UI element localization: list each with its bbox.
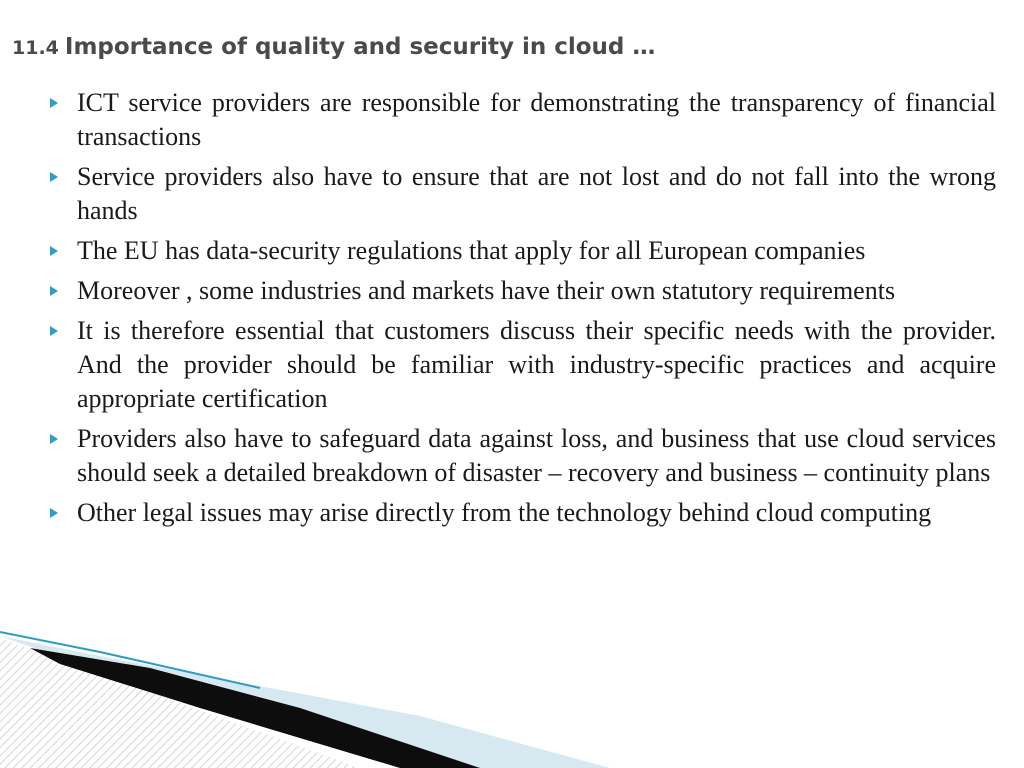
bullet-text: ICT service providers are responsible for demonstrating the transparency of financial transactions xyxy=(77,88,996,151)
bullet-item xyxy=(46,86,996,154)
bullet-text: Other legal issues may arise directly from the technology behind cloud computing xyxy=(77,498,932,527)
bullet-item xyxy=(46,274,996,308)
bullet-item xyxy=(46,496,996,530)
bullet-text: The EU has data-security regulations that apply for all European companies xyxy=(77,236,866,265)
bullet-item xyxy=(46,422,996,490)
bullet-item xyxy=(46,234,996,268)
triangle-bullet-icon xyxy=(50,98,58,108)
bullet-text: It is therefore essential that customers discuss their specific needs with the provider. And the provider should be familiar with industry-specific practices and acquire appropriate certification xyxy=(77,316,996,413)
title-text: Importance of quality and security in cloud … xyxy=(64,34,656,60)
bullet-item xyxy=(46,160,996,228)
bullet-item xyxy=(46,314,996,416)
triangle-bullet-icon xyxy=(50,172,58,182)
bullet-text: Providers also have to safeguard data against loss, and business that use cloud services should seek a detailed breakdown of disaster – recovery and business – continuity plans xyxy=(77,424,996,487)
decorative-corner-graphic xyxy=(0,628,1024,768)
triangle-bullet-icon xyxy=(50,434,58,444)
slide-title xyxy=(12,30,655,65)
triangle-bullet-icon xyxy=(50,286,58,296)
triangle-bullet-icon xyxy=(50,246,58,256)
triangle-bullet-icon xyxy=(50,508,58,518)
bullet-list xyxy=(46,86,996,536)
bullet-text: Moreover , some industries and markets have their own statutory requirements xyxy=(77,276,896,305)
title-number: 11.4 xyxy=(12,37,59,59)
bullet-text: Service providers also have to ensure that are not lost and do not fall into the wrong hands xyxy=(77,162,996,225)
triangle-bullet-icon xyxy=(50,326,58,336)
